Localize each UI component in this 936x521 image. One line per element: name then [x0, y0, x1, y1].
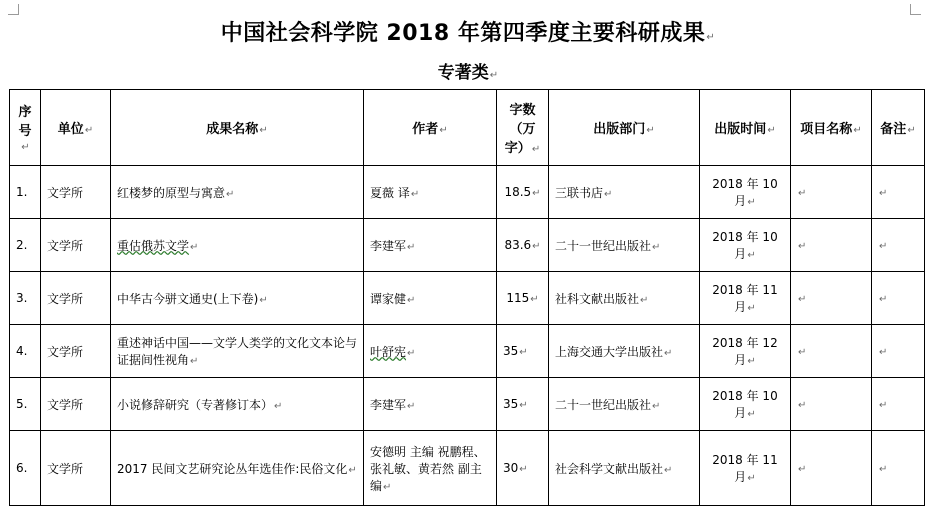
paragraph-mark-icon: ↵ [747, 409, 756, 420]
header-words: 字数（万字）↵ [497, 90, 549, 166]
paragraph-mark-icon: ↵ [274, 400, 283, 412]
cell-name: 中华古今骈文通史(上下卷)↵ [111, 272, 364, 325]
header-index: 序号↵ [10, 90, 41, 166]
cell-date: 2018 年 10 月↵ [700, 166, 791, 219]
paragraph-mark-icon: ↵ [530, 294, 539, 305]
cell-unit: 文学所 [41, 272, 111, 325]
paragraph-mark-icon: ↵ [798, 400, 807, 411]
paragraph-mark-icon: ↵ [747, 197, 756, 208]
cell-note [872, 325, 925, 378]
cell-author: 夏薇 译↵ [364, 166, 497, 219]
paragraph-mark-icon: ↵ [747, 303, 756, 314]
table-row [10, 219, 925, 272]
cell-publisher: 二十一世纪出版社↵ [549, 219, 700, 272]
paragraph-mark-icon: ↵ [798, 294, 807, 305]
cell-index: 2. [10, 219, 41, 272]
cell-name: 2017 民间文艺研究论丛年选佳作:民俗文化↵ [111, 431, 364, 506]
cell-author: 叶舒宪↵ [364, 325, 497, 378]
table-header-row [10, 90, 925, 166]
paragraph-mark-icon: ↵ [407, 347, 416, 359]
paragraph-mark-icon: ↵ [640, 294, 649, 306]
cell-publisher: 社会科学文献出版社↵ [549, 431, 700, 506]
paragraph-mark-icon: ↵ [879, 347, 888, 358]
paragraph-mark-icon: ↵ [21, 142, 30, 153]
paragraph-mark-icon: ↵ [410, 188, 420, 200]
cell-unit: 文学所 [41, 431, 111, 506]
paragraph-mark-icon: ↵ [604, 188, 613, 200]
cell-words: 35↵ [497, 378, 549, 431]
paragraph-mark-icon: ↵ [664, 347, 673, 359]
cell-date: 2018 年 12 月↵ [700, 325, 791, 378]
table-row [10, 378, 925, 431]
paragraph-mark-icon: ↵ [519, 400, 528, 411]
paragraph-mark-icon: ↵ [879, 294, 888, 305]
cell-index: 1. [10, 166, 41, 219]
paragraph-mark-icon: ↵ [259, 294, 268, 306]
header-name: 成果名称↵ [111, 90, 364, 166]
cell-author: 谭家健↵ [364, 272, 497, 325]
cell-author: 李建军↵ [364, 378, 497, 431]
paragraph-mark-icon: ↵ [907, 125, 916, 136]
table-row [10, 325, 925, 378]
paragraph-mark-icon: ↵ [798, 347, 807, 358]
cell-author: 安德明 主编 祝鹏程、张礼敏、黄若然 副主编↵ [364, 431, 497, 506]
cell-author: 李建军↵ [364, 219, 497, 272]
document-title-text: 中国社会科学院 2018 年第四季度主要科研成果 [220, 21, 706, 46]
paragraph-mark-icon: ↵ [348, 464, 357, 476]
paragraph-mark-icon: ↵ [489, 70, 499, 81]
paragraph-mark-icon: ↵ [226, 188, 235, 200]
cell-project [791, 431, 872, 506]
paragraph-mark-icon: ↵ [747, 250, 756, 261]
table-row [10, 272, 925, 325]
paragraph-mark-icon: ↵ [853, 125, 862, 136]
paragraph-mark-icon: ↵ [798, 188, 807, 199]
paragraph-mark-icon: ↵ [407, 400, 416, 412]
header-note: 备注↵ [872, 90, 925, 166]
cell-index: 4. [10, 325, 41, 378]
paragraph-mark-icon: ↵ [383, 481, 392, 493]
cell-project [791, 272, 872, 325]
paragraph-mark-icon: ↵ [532, 241, 541, 252]
cell-publisher: 二十一世纪出版社↵ [549, 378, 700, 431]
cell-index: 6. [10, 431, 41, 506]
cell-note [872, 272, 925, 325]
paragraph-mark-icon: ↵ [646, 125, 655, 136]
cell-publisher: 三联书店↵ [549, 166, 700, 219]
header-date: 出版时间↵ [700, 90, 791, 166]
header-author: 作者↵ [364, 90, 497, 166]
paragraph-mark-icon: ↵ [532, 188, 541, 199]
cell-words: 83.6↵ [497, 219, 549, 272]
cell-note [872, 166, 925, 219]
document-subtitle-text: 专著类 [437, 63, 489, 83]
paragraph-mark-icon: ↵ [879, 241, 888, 252]
header-unit: 单位↵ [41, 90, 111, 166]
cell-words: 30↵ [497, 431, 549, 506]
paragraph-mark-icon: ↵ [664, 464, 673, 476]
cell-project [791, 325, 872, 378]
cell-unit: 文学所 [41, 325, 111, 378]
cell-note [872, 431, 925, 506]
page-corner-mark-left [8, 4, 19, 15]
cell-index: 3. [10, 272, 41, 325]
table-row [10, 431, 925, 506]
cell-publisher: 社科文献出版社↵ [549, 272, 700, 325]
cell-words: 35↵ [497, 325, 549, 378]
paragraph-mark-icon: ↵ [519, 464, 528, 475]
paragraph-mark-icon: ↵ [879, 464, 888, 475]
page-corner-mark-right [910, 4, 921, 15]
cell-publisher: 上海交通大学出版社↵ [549, 325, 700, 378]
cell-note [872, 219, 925, 272]
cell-words: 115↵ [497, 272, 549, 325]
paragraph-mark-icon: ↵ [84, 125, 94, 136]
cell-index: 5. [10, 378, 41, 431]
cell-project [791, 219, 872, 272]
document-title [0, 16, 936, 47]
table-row [10, 166, 925, 219]
header-project: 项目名称↵ [791, 90, 872, 166]
paragraph-mark-icon: ↵ [747, 473, 756, 484]
paragraph-mark-icon: ↵ [259, 125, 268, 136]
paragraph-mark-icon: ↵ [767, 125, 776, 136]
document-subtitle [0, 58, 936, 83]
paragraph-mark-icon: ↵ [798, 464, 807, 475]
cell-unit: 文学所 [41, 378, 111, 431]
cell-name: 小说修辞研究（专著修订本）↵ [111, 378, 364, 431]
paragraph-mark-icon: ↵ [652, 400, 661, 412]
cell-name: 重估俄苏文学↵ [111, 219, 364, 272]
paragraph-mark-icon: ↵ [190, 241, 199, 253]
paragraph-mark-icon: ↵ [190, 356, 199, 367]
cell-unit: 文学所 [41, 166, 111, 219]
paragraph-mark-icon: ↵ [798, 241, 807, 252]
cell-date: 2018 年 11 月↵ [700, 431, 791, 506]
cell-project [791, 166, 872, 219]
results-table [9, 89, 925, 506]
cell-project [791, 378, 872, 431]
cell-words: 18.5↵ [497, 166, 549, 219]
paragraph-mark-icon: ↵ [407, 241, 416, 253]
paragraph-mark-icon: ↵ [747, 356, 756, 367]
paragraph-mark-icon: ↵ [531, 144, 541, 155]
cell-date: 2018 年 10 月↵ [700, 378, 791, 431]
paragraph-mark-icon: ↵ [879, 400, 888, 411]
paragraph-mark-icon: ↵ [652, 241, 661, 253]
cell-unit: 文学所 [41, 219, 111, 272]
paragraph-mark-icon: ↵ [519, 347, 528, 358]
header-publisher: 出版部门↵ [549, 90, 700, 166]
paragraph-mark-icon: ↵ [439, 125, 448, 136]
cell-name: 重述神话中国——文学人类学的文化文本论与证据间性视角↵ [111, 325, 364, 378]
paragraph-mark-icon: ↵ [879, 188, 888, 199]
paragraph-mark-icon: ↵ [407, 294, 416, 306]
cell-note [872, 378, 925, 431]
paragraph-mark-icon: ↵ [706, 32, 716, 43]
cell-name: 红楼梦的原型与寓意↵ [111, 166, 364, 219]
cell-date: 2018 年 11 月↵ [700, 272, 791, 325]
cell-date: 2018 年 10 月↵ [700, 219, 791, 272]
